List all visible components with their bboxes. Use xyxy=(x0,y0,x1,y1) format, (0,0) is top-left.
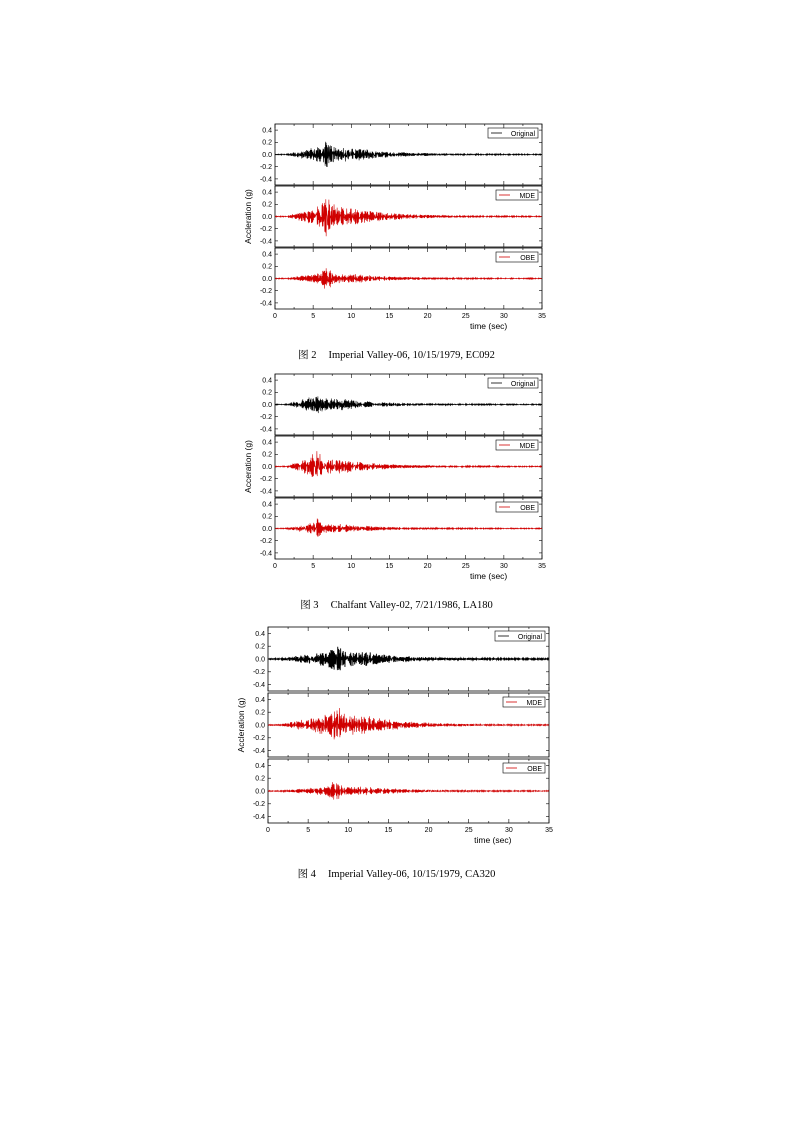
y-tick-label: 0.2 xyxy=(262,513,272,521)
y-tick-label: -0.2 xyxy=(259,476,272,484)
legend-label: Original xyxy=(510,380,535,388)
series-line-original xyxy=(268,647,549,670)
y-tick-label: 0.0 xyxy=(255,788,265,796)
y-tick-label: -0.2 xyxy=(259,538,272,546)
x-tick-label: 20 xyxy=(423,563,432,570)
y-tick-label: 0.2 xyxy=(262,451,272,459)
y-tick-label: 0.0 xyxy=(262,213,272,221)
x-tick-label: 5 xyxy=(311,313,316,320)
legend-label: OBE xyxy=(527,765,542,773)
y-tick-label: 0.4 xyxy=(255,630,265,638)
panel-mde xyxy=(253,693,549,757)
legend-label: MDE xyxy=(519,442,535,450)
legend-label: MDE xyxy=(519,192,535,200)
y-tick-label: -0.4 xyxy=(252,682,265,689)
x-tick-label: 10 xyxy=(347,563,356,570)
x-tick-label: 25 xyxy=(461,563,470,570)
y-tick-label: 0.2 xyxy=(262,389,272,397)
y-tick-label: 0.2 xyxy=(262,263,272,271)
figure-3-caption-text: Chalfant Valley-02, 7/21/1986, LA180 xyxy=(330,600,493,611)
x-tick-label: 15 xyxy=(384,827,393,834)
x-tick-label: 5 xyxy=(306,827,311,834)
y-tick-label: -0.4 xyxy=(252,748,265,755)
y-tick-label: -0.4 xyxy=(259,426,272,434)
y-tick-label: -0.2 xyxy=(259,414,272,422)
y-tick-label: -0.4 xyxy=(259,238,272,246)
y-axis-label: Acceration (g) xyxy=(243,440,253,493)
legend-label: MDE xyxy=(526,699,542,707)
y-tick-label: -0.2 xyxy=(259,164,272,172)
y-tick-label: 0.4 xyxy=(255,762,265,770)
y-tick-label: -0.4 xyxy=(259,550,272,558)
y-tick-label: -0.4 xyxy=(259,488,272,496)
x-tick-label: 30 xyxy=(499,313,508,320)
y-tick-label: 0.4 xyxy=(262,377,272,385)
figure-2-label: 图 2 xyxy=(298,350,317,361)
x-tick-label: 35 xyxy=(538,563,546,570)
x-tick-label: 25 xyxy=(464,827,473,834)
y-tick-label: 0.0 xyxy=(262,401,272,409)
figure-4-caption-text: Imperial Valley-06, 10/15/1979, CA320 xyxy=(327,869,496,880)
figure-3-label: 图 3 xyxy=(300,600,319,611)
y-tick-label: 0.2 xyxy=(262,201,272,209)
y-tick-label: -0.4 xyxy=(252,814,265,821)
x-tick-label: 15 xyxy=(385,563,394,570)
x-tick-label: 15 xyxy=(385,313,394,320)
y-tick-label: -0.4 xyxy=(259,300,272,308)
y-tick-label: 0.0 xyxy=(262,275,272,283)
legend-label: OBE xyxy=(520,504,535,512)
y-tick-label: 0.2 xyxy=(255,775,265,783)
y-tick-label: 0.4 xyxy=(255,696,265,704)
x-tick-label: 0 xyxy=(273,313,277,320)
y-tick-label: 0.4 xyxy=(262,501,272,509)
y-tick-label: 0.4 xyxy=(262,439,272,447)
y-tick-label: 0.2 xyxy=(262,139,272,147)
legend-label: OBE xyxy=(520,254,535,262)
y-tick-label: 0.4 xyxy=(262,251,272,259)
y-tick-label: -0.2 xyxy=(259,226,272,234)
x-tick-label: 25 xyxy=(461,313,470,320)
y-tick-label: 0.0 xyxy=(255,722,265,730)
x-tick-label: 10 xyxy=(347,313,356,320)
y-tick-label: -0.2 xyxy=(252,735,265,743)
panel-obe xyxy=(253,759,549,823)
x-tick-label: 35 xyxy=(545,827,553,834)
figure-2-caption-text: Imperial Valley-06, 10/15/1979, EC092 xyxy=(328,350,495,361)
x-tick-label: 35 xyxy=(538,313,546,320)
x-tick-label: 10 xyxy=(344,827,353,834)
y-tick-label: -0.4 xyxy=(259,176,272,184)
legend-label: Original xyxy=(510,130,535,138)
series-line-mde xyxy=(268,708,549,739)
y-tick-label: 0.4 xyxy=(262,127,272,135)
x-tick-label: 30 xyxy=(504,827,513,834)
legend-label: Original xyxy=(517,633,542,641)
y-tick-label: -0.2 xyxy=(252,669,265,677)
x-tick-label: 0 xyxy=(273,563,277,570)
x-tick-label: 20 xyxy=(424,827,433,834)
series-line-obe xyxy=(268,782,549,799)
y-tick-label: 0.0 xyxy=(262,151,272,159)
x-tick-label: 30 xyxy=(499,563,508,570)
y-axis-label: Accleration (g) xyxy=(236,697,246,753)
y-tick-label: 0.2 xyxy=(255,709,265,717)
y-tick-label: 0.0 xyxy=(262,525,272,533)
y-tick-label: -0.2 xyxy=(252,801,265,809)
x-axis-label: time (sec) xyxy=(474,835,512,845)
y-tick-label: -0.2 xyxy=(259,288,272,296)
y-tick-label: 0.4 xyxy=(262,189,272,197)
y-axis-label: Accleration (g) xyxy=(243,189,253,244)
panel-original xyxy=(253,627,549,691)
x-tick-label: 0 xyxy=(266,827,270,834)
figure-4-label: 图 4 xyxy=(297,869,316,880)
x-axis-label: time (sec) xyxy=(469,571,508,581)
x-tick-label: 5 xyxy=(311,563,316,570)
y-tick-label: 0.0 xyxy=(262,463,272,471)
x-tick-label: 20 xyxy=(423,313,432,320)
y-tick-label: 0.2 xyxy=(255,643,265,651)
x-axis-label: time (sec) xyxy=(469,321,508,331)
y-tick-label: 0.0 xyxy=(255,656,265,664)
figure-4-caption xyxy=(0,866,793,881)
